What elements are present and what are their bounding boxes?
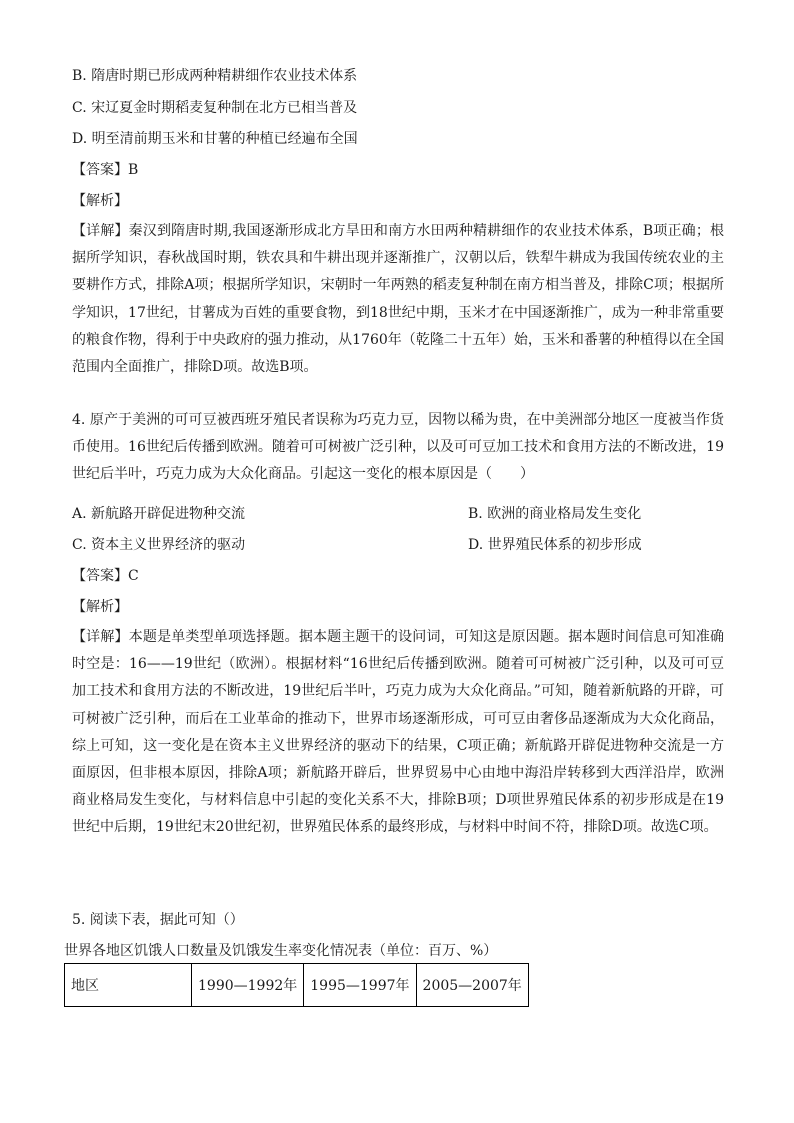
q4-option-c: C. 资本主义世界经济的驱动 [72, 537, 246, 553]
table-header-row [65, 964, 529, 1007]
q4-option-d: D. 世界殖民体系的初步形成 [468, 537, 642, 553]
table-header-cell: 1990—1992年 [192, 964, 304, 1007]
table-header-cell: 1995—1997年 [304, 964, 416, 1007]
q3-detail: 【详解】秦汉到隋唐时期,我国逐渐形成北方旱田和南方水田两种精耕细作的农业技术体系，B项正确；根据所学知识，春秋战国时期，铁农具和牛耕出现并逐渐推广，汉朝以后，铁犁牛耕成为我国传统农业的主要耕作方式，排除A项；根据所学知识，宋朝时一年两熟的稻麦复种制在南方相当普及，排除C项；根据所学知识，17世纪，甘薯成为百姓的重要食物，到18世纪中期，玉米才在中国逐渐推广，成为一种非常重要的粮食作物，得利于中央政府的强力推动，从1760年（乾隆二十五年）始，玉米和番薯的种植得以在全国范围内全面推广，排除D项。故选B项。 [72, 223, 724, 376]
q4-answer: 【答案】C [72, 568, 139, 584]
q4-option-b: B. 欧洲的商业格局发生变化 [468, 506, 642, 522]
q4-stem: 4. 原产于美洲的可可豆被西班牙殖民者误称为巧克力豆，因物以稀为贵，在中美洲部分地区一度被当作货币使用。16世纪后传播到欧洲。随着可可树被广泛引种，以及可可豆加工技术和食用方法的不断改进，19世纪后半叶，巧克力成为大众化商品。引起这一变化的根本原因是（ ） [72, 412, 724, 483]
q3-answer: 【答案】B [72, 162, 139, 178]
q3-option-d: D. 明至清前期玉米和甘薯的种植已经遍布全国 [72, 131, 358, 147]
q4-analysis-label: 【解析】 [72, 599, 128, 615]
q3-analysis-label: 【解析】 [72, 193, 128, 209]
q3-option-b: B. 隋唐时期已形成两种精耕细作农业技术体系 [72, 68, 358, 84]
q4-options-row-2 [72, 536, 724, 554]
q5-stem: 5. 阅读下表，据此可知（） [72, 912, 244, 928]
q5-table-title: 世界各地区饥饿人口数量及饥饿发生率变化情况表（单位：百万、%） [64, 943, 498, 959]
q4-detail: 【详解】本题是单类型单项选择题。据本题主题干的设问词，可知这是原因题。据本题时间信息可知准确时空是：16——19世纪（欧洲）。根据材料“16世纪后传播到欧洲。随着可可树被广泛引种，以及可可豆加工技术和食用方法的不断改进，19世纪后半叶，巧克力成为大众化商品。”可知，随着新航路的开辟，可可树被广泛引种，而后在工业革命的推动下，世界市场逐渐形成，可可豆由奢侈品逐渐成为大众化商品，综上可知，这一变化是在资本主义世界经济的驱动下的结果，C项正确；新航路开辟促进物种交流是一方面原因，但非根本原因，排除A项；新航路开辟后，世界贸易中心由地中海沿岸转移到大西洋沿岸，欧洲商业格局发生变化，与材料信息中引起的变化关系不大，排除B项；D项世界殖民体系的初步形成是在19世纪中后期，19世纪末20世纪初，世界殖民体系的最终形成，与材料中时间不符，排除D项。故选C项。 [72, 629, 724, 836]
q3-option-c: C. 宋辽夏金时期稻麦复种制在北方已相当普及 [72, 100, 358, 116]
q4-options-row-1 [72, 505, 724, 523]
q4-option-a: A. 新航路开辟促进物种交流 [72, 506, 246, 522]
table-header-cell: 2005—2007年 [416, 964, 528, 1007]
table-header-cell: 地区 [65, 964, 192, 1007]
hunger-table [64, 963, 529, 1007]
